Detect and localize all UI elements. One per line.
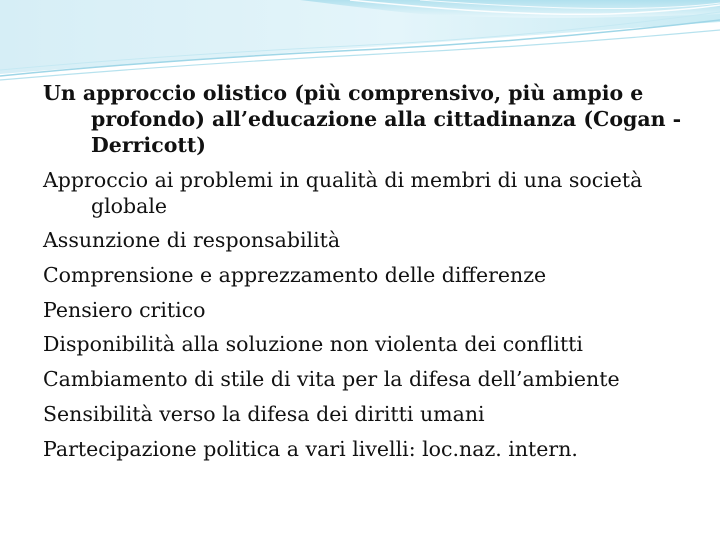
bullet-list — [43, 80, 683, 470]
list-item: Disponibilità alla soluzione non violenta dei conflitti — [43, 332, 583, 357]
list-item: Cambiamento di stile di vita per la difesa dell’ambiente — [43, 367, 620, 392]
list-item: Partecipazione politica a vari livelli: loc.naz. intern. — [43, 436, 578, 461]
decorative-wave-header — [0, 0, 720, 90]
list-item: Pensiero critico — [43, 297, 206, 322]
list-item: Sensibilità verso la difesa dei diritti umani — [43, 401, 485, 426]
list-item: Comprensione e apprezzamento delle differenze — [43, 263, 547, 288]
list-item: Approccio ai problemi in qualità di membri di una società globale — [43, 167, 643, 218]
list-item: Un approccio olistico (più comprensivo, più ampio e profondo) all’educazione alla cittadinanza (Cogan - Derricott) — [43, 81, 682, 157]
list-item: Assunzione di responsabilità — [43, 228, 341, 253]
